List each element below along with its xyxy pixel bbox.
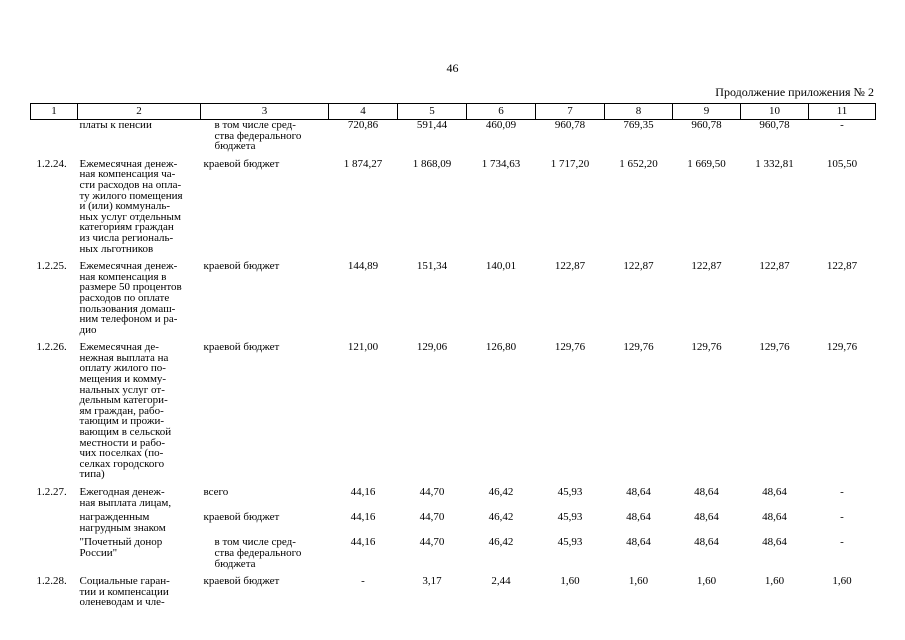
continuation-label: Продолжение приложения № 2	[715, 85, 874, 99]
row-source: краевой бюджет	[203, 157, 280, 170]
row-value-col-10: 48,64	[762, 536, 787, 549]
row-value-col-5: 129,06	[416, 341, 448, 354]
row-value-col-8: 129,76	[623, 341, 654, 354]
row-source: краевой бюджет	[203, 511, 280, 524]
row-value-col-9: 129,76	[691, 341, 722, 354]
table-row	[31, 120, 876, 152]
row-value-col-11: -	[840, 536, 844, 549]
row-value-col-10: 960,78	[759, 119, 790, 131]
row-value-col-8: 122,87	[623, 260, 654, 273]
row-value-col-11: 129,76	[826, 341, 858, 354]
row-value-col-8: 48,64	[626, 536, 651, 549]
table-row	[31, 533, 876, 569]
table-row	[31, 254, 876, 335]
table-row	[31, 480, 876, 508]
column-header-6: 6	[467, 104, 536, 120]
row-value-col-9: 1 669,50	[687, 157, 726, 170]
page-number: 46	[446, 61, 459, 75]
row-value-col-10: 1 332,81	[755, 157, 794, 170]
row-value-col-6: 1 734,63	[481, 157, 521, 170]
row-value-col-9: 960,78	[691, 119, 722, 131]
row-source: краевой бюджет	[203, 341, 280, 354]
row-code: 1.2.28.	[36, 575, 67, 588]
row-name: платы к пенсии	[79, 119, 152, 131]
row-value-col-8: 48,64	[626, 511, 651, 524]
row-value-col-8: 1 652,20	[619, 157, 658, 170]
row-value-col-5: 151,34	[416, 260, 448, 273]
row-value-col-4: 44,16	[350, 486, 376, 498]
row-value-col-9: 122,87	[691, 260, 722, 273]
row-value-col-7: 1,60	[560, 575, 580, 588]
row-value-col-11: -	[840, 486, 844, 498]
row-value-col-4: 1 874,27	[343, 157, 383, 170]
row-code	[31, 533, 78, 569]
row-code	[31, 508, 78, 533]
budget-table	[30, 103, 876, 608]
row-value-col-10: 48,64	[762, 511, 787, 524]
row-value-col-9: 48,64	[694, 536, 719, 549]
row-name: "Почетный донор России"	[79, 536, 163, 559]
row-value-col-7: 1 717,20	[550, 157, 590, 170]
row-value-col-4: 44,16	[350, 511, 376, 524]
column-header-3: 3	[201, 104, 329, 120]
row-value-col-4: 44,16	[350, 536, 376, 549]
column-header-11: 11	[809, 104, 876, 120]
row-value-col-6: 46,42	[488, 536, 514, 549]
row-value-col-4: 144,89	[347, 260, 379, 273]
row-value-col-10: 48,64	[762, 486, 787, 498]
column-header-9: 9	[673, 104, 741, 120]
row-name: Ежегодная денеж- ная выплата лицам,	[79, 486, 172, 509]
row-value-col-10: 1,60	[764, 575, 785, 588]
row-value-col-5: 44,70	[419, 511, 445, 524]
row-source: в том числе сред- ства федерального бюджета	[214, 119, 302, 153]
row-source: в том числе сред- ства федерального бюджета	[214, 536, 302, 570]
row-value-col-4: 121,00	[347, 341, 379, 354]
row-value-col-6: 460,09	[485, 119, 517, 131]
row-code: 1.2.26.	[36, 341, 67, 354]
row-value-col-9: 48,64	[694, 486, 719, 498]
row-value-col-4: -	[361, 575, 365, 588]
row-value-col-6: 126,80	[485, 341, 517, 354]
row-name: Ежемесячная де- нежная выплата на оплату жилого по- мещения и комму- нальных услуг от- дельным категори- ям граждан, рабо- тающим и прожи- вающим в сельской местности и рабо- чих поселках (по- селках городского типа)	[79, 341, 172, 481]
table-row	[31, 508, 876, 533]
row-code: 1.2.25.	[36, 260, 67, 273]
row-value-col-7: 45,93	[557, 511, 583, 524]
row-name: Ежемесячная денеж- ная компенсация ча- сти расходов на опла- ту жилого помещения и (или) коммуналь- ных услуг отдельным категориям граждан из числа региональ- ных льготников	[79, 157, 183, 255]
row-value-col-5: 44,70	[419, 486, 445, 498]
column-header-1: 1	[31, 104, 78, 120]
row-value-col-6: 140,01	[485, 260, 517, 273]
row-value-col-7: 122,87	[554, 260, 586, 273]
row-value-col-11: -	[840, 119, 844, 131]
row-value-col-5: 1 868,09	[412, 157, 452, 170]
row-value-col-6: 2,44	[491, 575, 511, 588]
row-value-col-5: 3,17	[422, 575, 442, 588]
table-row	[31, 569, 876, 608]
row-value-col-7: 129,76	[554, 341, 586, 354]
row-value-col-6: 46,42	[488, 486, 514, 498]
row-source: краевой бюджет	[203, 260, 280, 273]
row-value-col-11: 105,50	[826, 157, 858, 170]
row-value-col-11: 1,60	[832, 575, 852, 588]
row-source: краевой бюджет	[203, 575, 280, 588]
row-name: Социальные гаран- тии и компенсации оленеводам и чле-	[79, 575, 170, 609]
row-value-col-7: 45,93	[557, 536, 583, 549]
row-value-col-5: 44,70	[419, 536, 445, 549]
column-header-7: 7	[536, 104, 605, 120]
table-row	[31, 152, 876, 254]
row-name: Ежемесячная денеж- ная компенсация в размере 50 процентов расходов по оплате пользования домаш- ним телефоном и ра- дио	[79, 260, 182, 336]
row-value-col-9: 48,64	[694, 511, 719, 524]
column-header-4: 4	[329, 104, 398, 120]
row-value-col-10: 129,76	[759, 341, 790, 354]
row-value-col-10: 122,87	[759, 260, 790, 273]
row-code: 1.2.27.	[36, 486, 67, 498]
row-value-col-7: 45,93	[557, 486, 583, 498]
row-code: 1.2.24.	[36, 157, 67, 170]
column-header-8: 8	[605, 104, 673, 120]
table-row	[31, 335, 876, 480]
row-value-col-7: 960,78	[554, 119, 586, 131]
column-header-10: 10	[741, 104, 809, 120]
column-header-5: 5	[398, 104, 467, 120]
row-value-col-8: 769,35	[623, 119, 654, 131]
row-value-col-8: 1,60	[628, 575, 649, 588]
row-name: награжденным нагрудным знаком	[79, 511, 166, 534]
table-body	[31, 120, 876, 608]
row-value-col-8: 48,64	[626, 486, 651, 498]
row-source: всего	[203, 486, 229, 498]
row-value-col-9: 1,60	[696, 575, 717, 588]
row-value-col-5: 591,44	[416, 119, 448, 131]
row-value-col-6: 46,42	[488, 511, 514, 524]
row-value-col-11: -	[840, 511, 844, 524]
table-header-row	[31, 104, 876, 120]
column-header-2: 2	[78, 104, 201, 120]
row-code	[31, 120, 78, 152]
row-value-col-4: 720,86	[347, 119, 379, 131]
row-value-col-11: 122,87	[826, 260, 858, 273]
